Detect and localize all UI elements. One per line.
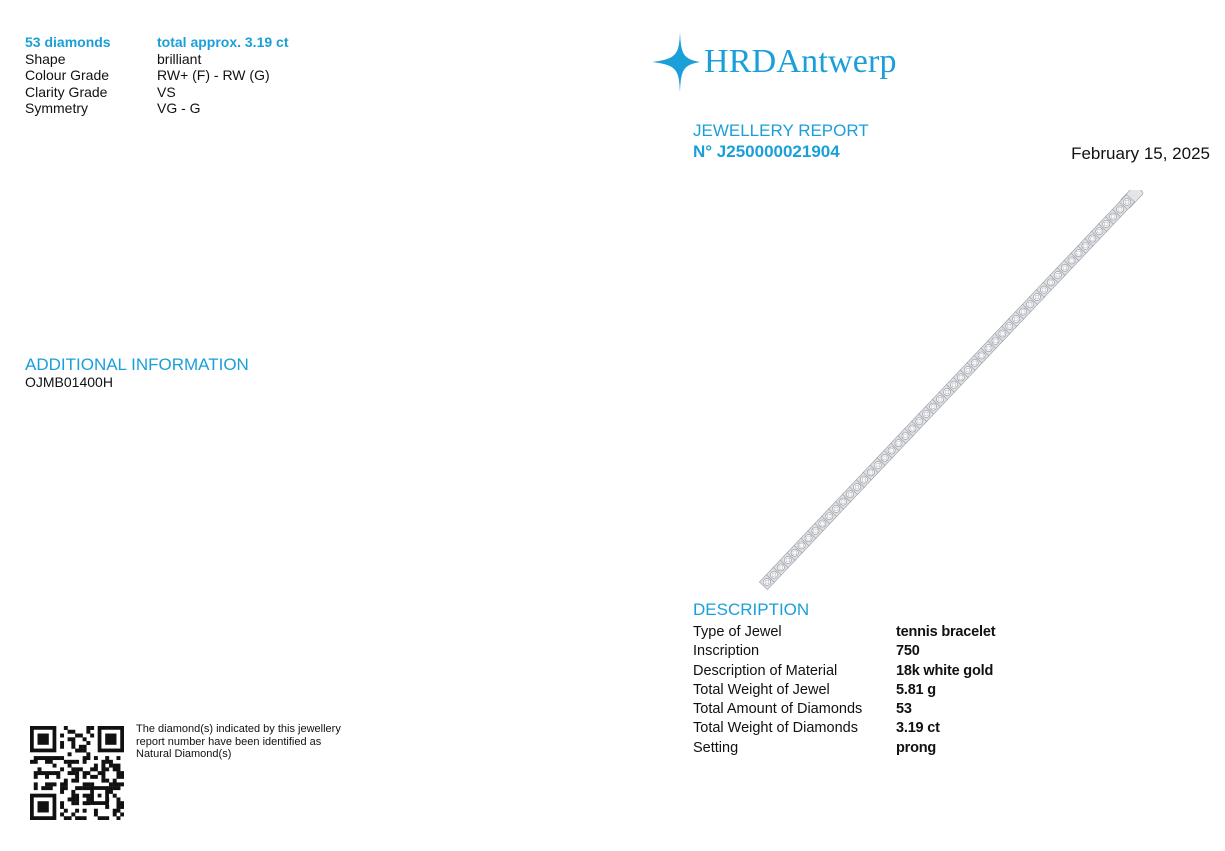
description-value: prong — [896, 739, 937, 756]
diamonds-row-colour — [25, 67, 288, 84]
description-value: 3.19 ct — [896, 720, 940, 737]
diamonds-row-clarity — [25, 84, 288, 101]
note-line: The diamond(s) indicated by this jewellery — [136, 723, 341, 735]
description-row — [693, 700, 995, 719]
description-label: Inscription — [693, 643, 760, 660]
additional-information-value: OJMB01400H — [25, 374, 113, 390]
description-table — [693, 623, 995, 758]
natural-diamond-note — [136, 723, 396, 761]
bracelet-photo — [755, 190, 1145, 590]
description-value: tennis bracelet — [896, 624, 996, 640]
description-value: 750 — [896, 643, 920, 660]
description-label: Total Weight of Jewel — [693, 681, 830, 698]
description-row — [693, 719, 995, 738]
note-line: report number have been identified as — [136, 735, 322, 748]
description-label: Total Weight of Diamonds — [693, 720, 858, 737]
report-date: February 15, 2025 — [1071, 144, 1210, 163]
diamonds-summary — [25, 34, 288, 117]
description-row — [693, 642, 995, 661]
description-value: 53 — [896, 701, 912, 718]
diamonds-row-shape — [25, 51, 288, 68]
diamonds-row-value: VG - G — [157, 100, 201, 116]
diamonds-row-value: VS — [157, 83, 176, 100]
description-row — [693, 623, 995, 642]
diamonds-row-value: brilliant — [157, 50, 202, 67]
description-row — [693, 662, 995, 681]
four-point-star-icon — [650, 30, 702, 94]
diamonds-row-label: Clarity Grade — [25, 83, 108, 100]
additional-information — [25, 356, 249, 390]
diamonds-row-value: RW+ (F) - RW (G) — [157, 67, 270, 83]
note-line: Natural Diamond(s) — [136, 748, 232, 760]
qr-code[interactable] — [30, 726, 124, 820]
diamonds-row-symmetry — [25, 100, 288, 117]
description-label: Type of Jewel — [693, 624, 782, 640]
description-label: Setting — [693, 739, 739, 756]
report-number: N° J250000021904 — [693, 142, 840, 161]
description-value: 5.81 g — [896, 681, 936, 698]
additional-information-title: ADDITIONAL INFORMATION — [25, 355, 249, 374]
description-label: Total Amount of Diamonds — [693, 701, 863, 718]
report-heading — [693, 120, 869, 162]
description-title: DESCRIPTION — [693, 600, 810, 619]
description-row — [693, 739, 995, 758]
diamonds-count: 53 diamonds — [25, 34, 111, 50]
report-title: JEWELLERY REPORT — [693, 121, 869, 140]
diamonds-row-label: Colour Grade — [25, 67, 110, 83]
tennis-bracelet-image — [755, 190, 1145, 590]
diamonds-total-weight: total approx. 3.19 ct — [157, 34, 289, 50]
logo-text: HRDAntwerp — [704, 43, 897, 80]
hrd-antwerp-logo — [650, 30, 897, 94]
description-value: 18k white gold — [896, 662, 994, 679]
description-section — [693, 601, 995, 758]
description-row — [693, 681, 995, 700]
diamonds-row-label: Symmetry — [25, 100, 88, 116]
diamonds-row-label: Shape — [25, 50, 66, 67]
description-label: Description of Material — [693, 662, 838, 679]
qr-code-icon — [30, 726, 124, 820]
diamonds-header-row — [25, 34, 288, 51]
